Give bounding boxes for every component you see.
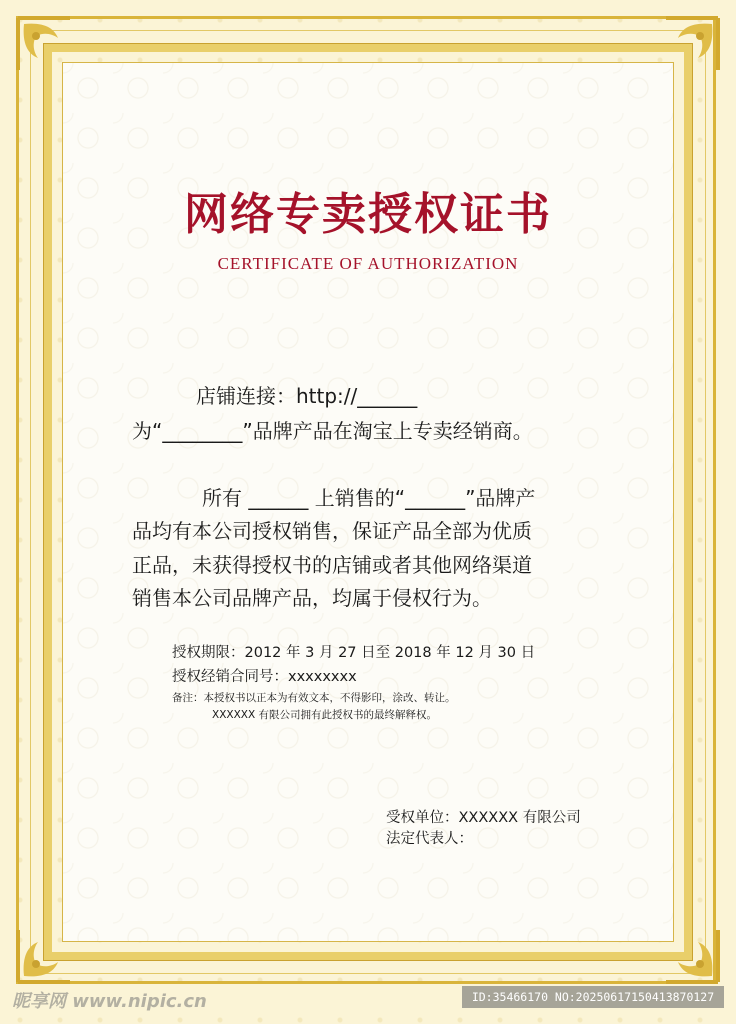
authorization-line-2: 品均有本公司授权销售，保证产品全部为优质 [132,519,532,543]
authorization-line-4: 销售本公司品牌产品，均属于侵权行为。 [132,586,492,610]
certificate-title: 网络专卖授权证书 [184,189,552,240]
brand-dealer-line: 为“________”品牌产品在淘宝上专卖经销商。 [132,419,533,443]
corner-ornament-icon [14,14,74,74]
grantor-unit: 受权单位：XXXXXX 有限公司 [386,810,581,826]
note-line-2: XXXXXX 有限公司拥有此授权书的最终解释权。 [212,709,437,721]
authorization-line-3: 正品，未获得授权书的店铺或者其他网络渠道 [132,553,532,577]
image-id-watermark: ID:35466170 NO:20250617150413870127 [462,986,724,1008]
legal-representative: 法定代表人： [386,831,473,847]
corner-ornament-icon [662,926,722,986]
corner-ornament-icon [14,926,74,986]
authorization-line-1: 所有 ______ 上销售的“______”品牌产 [202,486,536,510]
store-link-line: 店铺连接：http://______ [196,384,418,408]
note-line-1: 备注：本授权书以正本为有效文本，不得影印，涂改、转让。 [172,692,456,704]
corner-ornament-icon [662,14,722,74]
certificate-subtitle: CERTIFICATE OF AUTHORIZATION [217,254,519,273]
authorization-period: 授权期限：2012 年 3 月 27 日至 2018 年 12 月 30 日 [172,645,536,661]
site-watermark: 昵享网 www.nipic.cn [12,991,207,1012]
contract-number: 授权经销合同号：xxxxxxxx [172,669,357,685]
